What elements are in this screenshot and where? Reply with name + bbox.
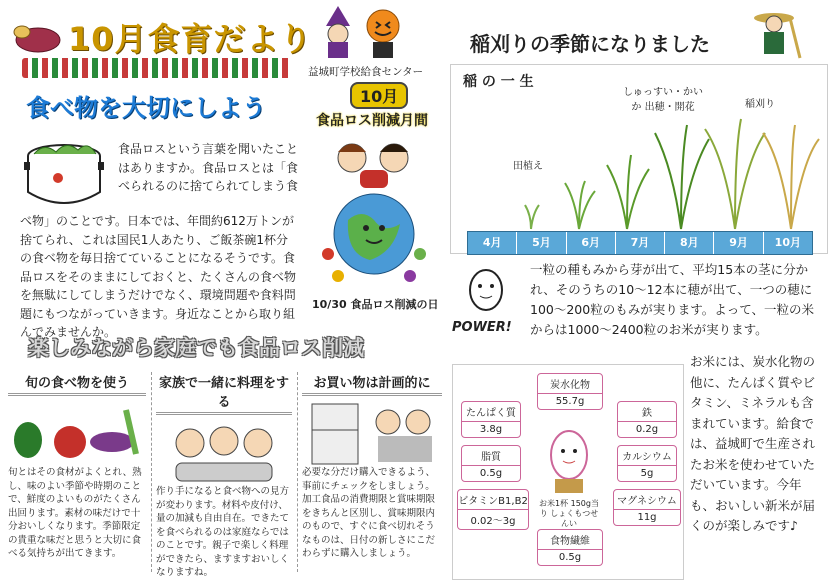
stage-label: 稲刈り [745, 99, 775, 110]
tip-column-cooking [156, 372, 292, 580]
rice-portion-label: お米1杯 150g当り しょくもつせんい [539, 499, 599, 528]
rice-life-chart [450, 64, 828, 254]
nutrient-box: 脂質 0.5g [461, 445, 521, 482]
section-heading: 楽しみながら家庭でも食品ロス削減 [28, 336, 364, 360]
intro-text: 食品ロスという言葉を聞いたことはありますか。食品ロスとは「食べられるのに捨てられてしまう食 [118, 142, 299, 193]
month-label: 7月 [616, 232, 665, 254]
tip-title: お買い物は計画的に [302, 372, 442, 396]
nutrient-box: 鉄 0.2g [617, 401, 677, 438]
sweet-potato-icon [8, 18, 64, 56]
tip-text: 作り手になると食べ物への見方が変わります。材料や皮付け、量の加減も自由自在。できたてを食べられるのは家庭ならではのことです。親子で楽しく料理ができたら、ますますおいしくなりますね。 [156, 486, 290, 578]
intro-text-continued: べ物」のことです。日本では、年間約612万トンが捨てられ、これは国民1人あたり、ご飯茶碗1杯分の食べ物を毎日捨てていることになるそうです。食品ロスをそのままにしておくと、たくさんの食べ物を無駄にしてしまうだけでなく、環境問題や食料問題にもつながっていきます。身近なことから取り組んでみませんか。 [20, 214, 297, 339]
nutrition-text: お米には、炭水化物の他に、たんぱく質やビタミン、ミネラルも含まれています。給食では、益城町で生産されたお米を使わせていただいています。今年も、おいしい新米が届くのが楽しみです♪ [690, 354, 816, 533]
tip-text: 旬とはその食材がよくとれ、熟し、味のよい季節や時期のことで、鮮度のよいものがたくさん出回ります。素材の味だけで十分おいしくなります。季節限定の貴重な味だと思うと大切に食べる気持ちが出てきます。 [8, 467, 142, 559]
seasonal-vegetables-icon [8, 400, 146, 466]
nutrient-box: 炭水化物 55.7g [537, 373, 603, 410]
center-org-name: 益城町学校給食センター [308, 66, 424, 78]
food-loss-day-label: 10/30 食品ロス削減の日 [312, 298, 439, 311]
tip-column-shopping [302, 372, 442, 561]
rice-growth-text: 一粒の種もみから芽が出て、平均15本の茎に分かれ、そのうちの10〜12本に穂が出て、一つの穂に 100〜200粒のもみが実ります。よって、一粒の米からは1000〜2400粒のお米が実ります。 [530, 262, 814, 337]
month-label: 9月 [714, 232, 763, 254]
nutrition-diagram [452, 364, 684, 580]
month-label: 5月 [517, 232, 566, 254]
chart-title: 稲 の 一 生 [463, 74, 534, 90]
month-theme: 食品ロス削減月間 [316, 113, 428, 129]
tip-text: 必要な分だけ購入できるよう、事前にチェックをしましょう。加工食品の消費期限と賞味期限をきちんと区別し、賞味期限内のもので、すぐに食べ切れそうなものは、日付の新しさにこだわらずに購入しましょう。 [302, 467, 436, 559]
newsletter-title: 10月食育だより [68, 20, 313, 58]
tip-column-seasonal [8, 372, 146, 561]
month-label: 6月 [567, 232, 616, 254]
farmer-icon [748, 8, 806, 62]
month-badge: 10月 [350, 82, 408, 109]
shopping-fridge-icon [302, 400, 442, 466]
month-label: 4月 [468, 232, 517, 254]
nutrient-box: カルシウム 5g [617, 445, 677, 482]
nutrient-box: ビタミンB1,B2 0.02〜3g [457, 489, 529, 530]
rice-growth-illustration [491, 105, 821, 229]
right-heading: 稲刈りの季節になりました [470, 32, 710, 56]
stage-label: 田植え [513, 161, 543, 172]
nutrient-box: たんぱく質 3.8g [461, 401, 521, 438]
month-label: 8月 [665, 232, 714, 254]
stage-label: しゅっすい・かいか 出穂・開花 [623, 87, 703, 113]
month-scale [467, 231, 813, 255]
nutrient-box: マグネシウム 11g [613, 489, 681, 526]
tip-title: 旬の食べ物を使う [8, 372, 146, 396]
halloween-characters-icon [318, 4, 408, 60]
rice-bowl-mascot-icon [537, 427, 601, 499]
power-label: POWER! [452, 320, 512, 335]
main-heading: 食べ物を大切にしよう [26, 94, 266, 122]
tip-title: 家族で一緒に料理をする [156, 372, 292, 415]
month-label: 10月 [774, 236, 801, 249]
nutrient-box: 食物繊維 0.5g [537, 529, 603, 566]
earth-kids-illustration [322, 136, 428, 288]
family-cooking-icon [156, 419, 292, 485]
title-ribbon [22, 58, 292, 78]
